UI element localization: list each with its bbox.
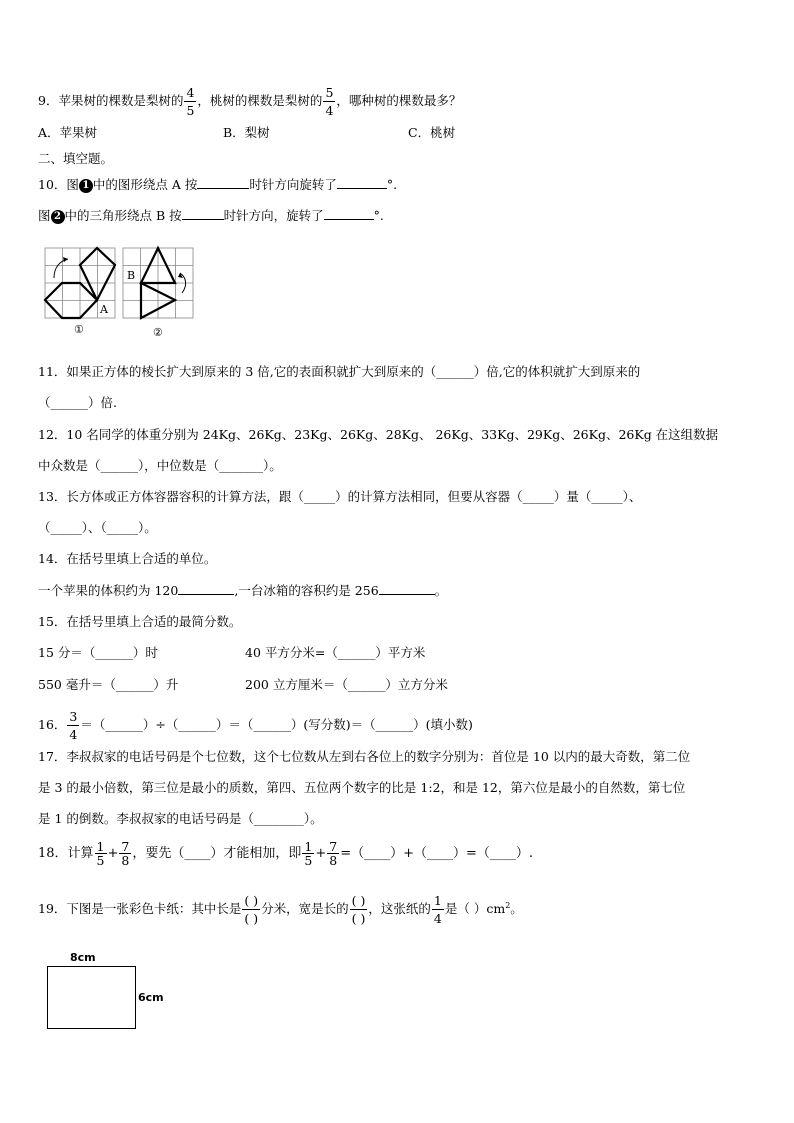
rotation-arrow	[54, 259, 68, 278]
q11-line2: （______）倍.	[38, 395, 117, 410]
blank[interactable]	[324, 207, 374, 220]
q13-line2: （_____）、（_____）。	[38, 520, 157, 535]
circled-number: 2	[51, 210, 65, 224]
q10-line1: 10．图 1 中的图形绕点 A 按 时针方向旋转了 °.	[38, 177, 398, 192]
fraction-blank[interactable]: $\frac{( )}{( )}$	[351, 893, 366, 926]
blank[interactable]	[178, 582, 234, 595]
q9-line: 9．苹果树的棵数是梨树的 $\frac{4}{5}$ ，桃树的棵数是梨树的 $\frac{5}{4}$ ，哪种树的棵数最多？	[38, 85, 462, 118]
q17-line3: 是 1 的倒数。李叔叔家的电话号码是（________）。	[38, 811, 323, 826]
height-label: 6cm	[138, 991, 164, 1004]
q18-line: 18．计算 $\frac{1}{5}$ + $\frac{7}{8}$ ，要先（____）才能相加，即 $\frac{1}{5}$ + $\frac{7}{8}$ =（____）+（____）=（____）.	[38, 839, 533, 868]
label-b: B	[127, 269, 136, 282]
q15-line1: 15．在括号里填上合适的最简分数。	[38, 614, 242, 629]
q16-line: 16． $\frac{3}{4}$ ＝（______）÷（______）＝（______）(写分数)＝（______）(填小数)	[38, 709, 473, 742]
q11-line1: 11．如果正方体的棱长扩大到原来的 3 倍,它的表面积就扩大到原来的（______）倍,它的体积就扩大到原来的	[38, 364, 641, 379]
fraction-blank[interactable]: $\frac{( )}{( )}$	[244, 893, 259, 926]
q15-item-b: 40 平方分米=（______）平方米	[245, 645, 426, 660]
q14-line1: 14．在括号里填上合适的单位。	[38, 551, 217, 566]
q10-line2: 图 2 中的三角形绕点 B 按 时针方向，旋转了 °.	[38, 208, 384, 223]
fraction: $\frac{7}{8}$	[121, 839, 130, 868]
section-heading: 二、填空题。	[38, 151, 114, 166]
fraction: $\frac{7}{8}$	[329, 839, 338, 868]
q12-line1: 12．10 名同学的体重分别为 24Kg、26Kg、23Kg、26Kg、28Kg、 26Kg、33Kg、29Kg、26Kg、26Kg 在这组数据	[38, 427, 719, 442]
blank[interactable]	[379, 582, 435, 595]
blank[interactable]	[337, 176, 387, 189]
fraction: $\frac{1}{5}$	[96, 839, 105, 868]
fraction: $\frac{1}{5}$	[304, 839, 313, 868]
q9-option-c: C．桃树	[408, 125, 456, 140]
caption-2: ②	[153, 326, 163, 339]
q14-line2: 一个苹果的体积约为 120 ,一台冰箱的容积约是 256 。	[38, 583, 448, 598]
circled-number: 1	[79, 179, 93, 193]
fraction: $\frac{1}{4}$	[433, 893, 442, 926]
label-a: A	[100, 303, 108, 316]
fraction: $\frac{5}{4}$	[325, 85, 334, 118]
q19-line: 19．下图是一张彩色卡纸：其中长是 $\frac{( )}{( )}$ 分米，宽是长的 $\frac{( )}{( )}$ ，这张纸的 $\frac{1}{4}$ 是（ ）$cm^2$。	[38, 893, 523, 926]
q15-item-a: 15 分＝（______）时	[38, 645, 158, 660]
q17-line1: 17．李叔叔家的电话号码是个七位数，这个七位数从左到右各位上的数字分别为：首位是 10 以内的最大奇数，第二位	[38, 749, 691, 764]
width-label: 8cm	[70, 951, 96, 964]
q12-line2: 中众数是（______），中位数是（_______）。	[38, 458, 282, 473]
q15-item-d: 200 立方厘米＝（______）立方分米	[245, 677, 448, 692]
q9-option-b: B．梨树	[223, 125, 270, 140]
q17-line2: 是 3 的最小倍数，第三位是最小的质数，第四、五位两个数字的比是 1:2，和是 12，第六位是最小的自然数，第七位	[38, 780, 686, 795]
blank[interactable]	[182, 207, 224, 220]
blank[interactable]	[197, 176, 249, 189]
caption-1: ①	[74, 323, 84, 336]
rotation-figures	[40, 243, 240, 343]
card-rectangle	[47, 966, 136, 1029]
q15-item-c: 550 毫升＝（______）升	[38, 677, 179, 692]
q9-option-a: A．苹果树	[38, 125, 98, 140]
fraction: $\frac{4}{5}$	[186, 85, 195, 118]
q13-line1: 13．长方体或正方体容器容积的计算方法，跟（_____）的计算方法相同，但要从容器（_____）量（_____）、	[38, 489, 642, 504]
fraction: $\frac{3}{4}$	[69, 709, 78, 742]
